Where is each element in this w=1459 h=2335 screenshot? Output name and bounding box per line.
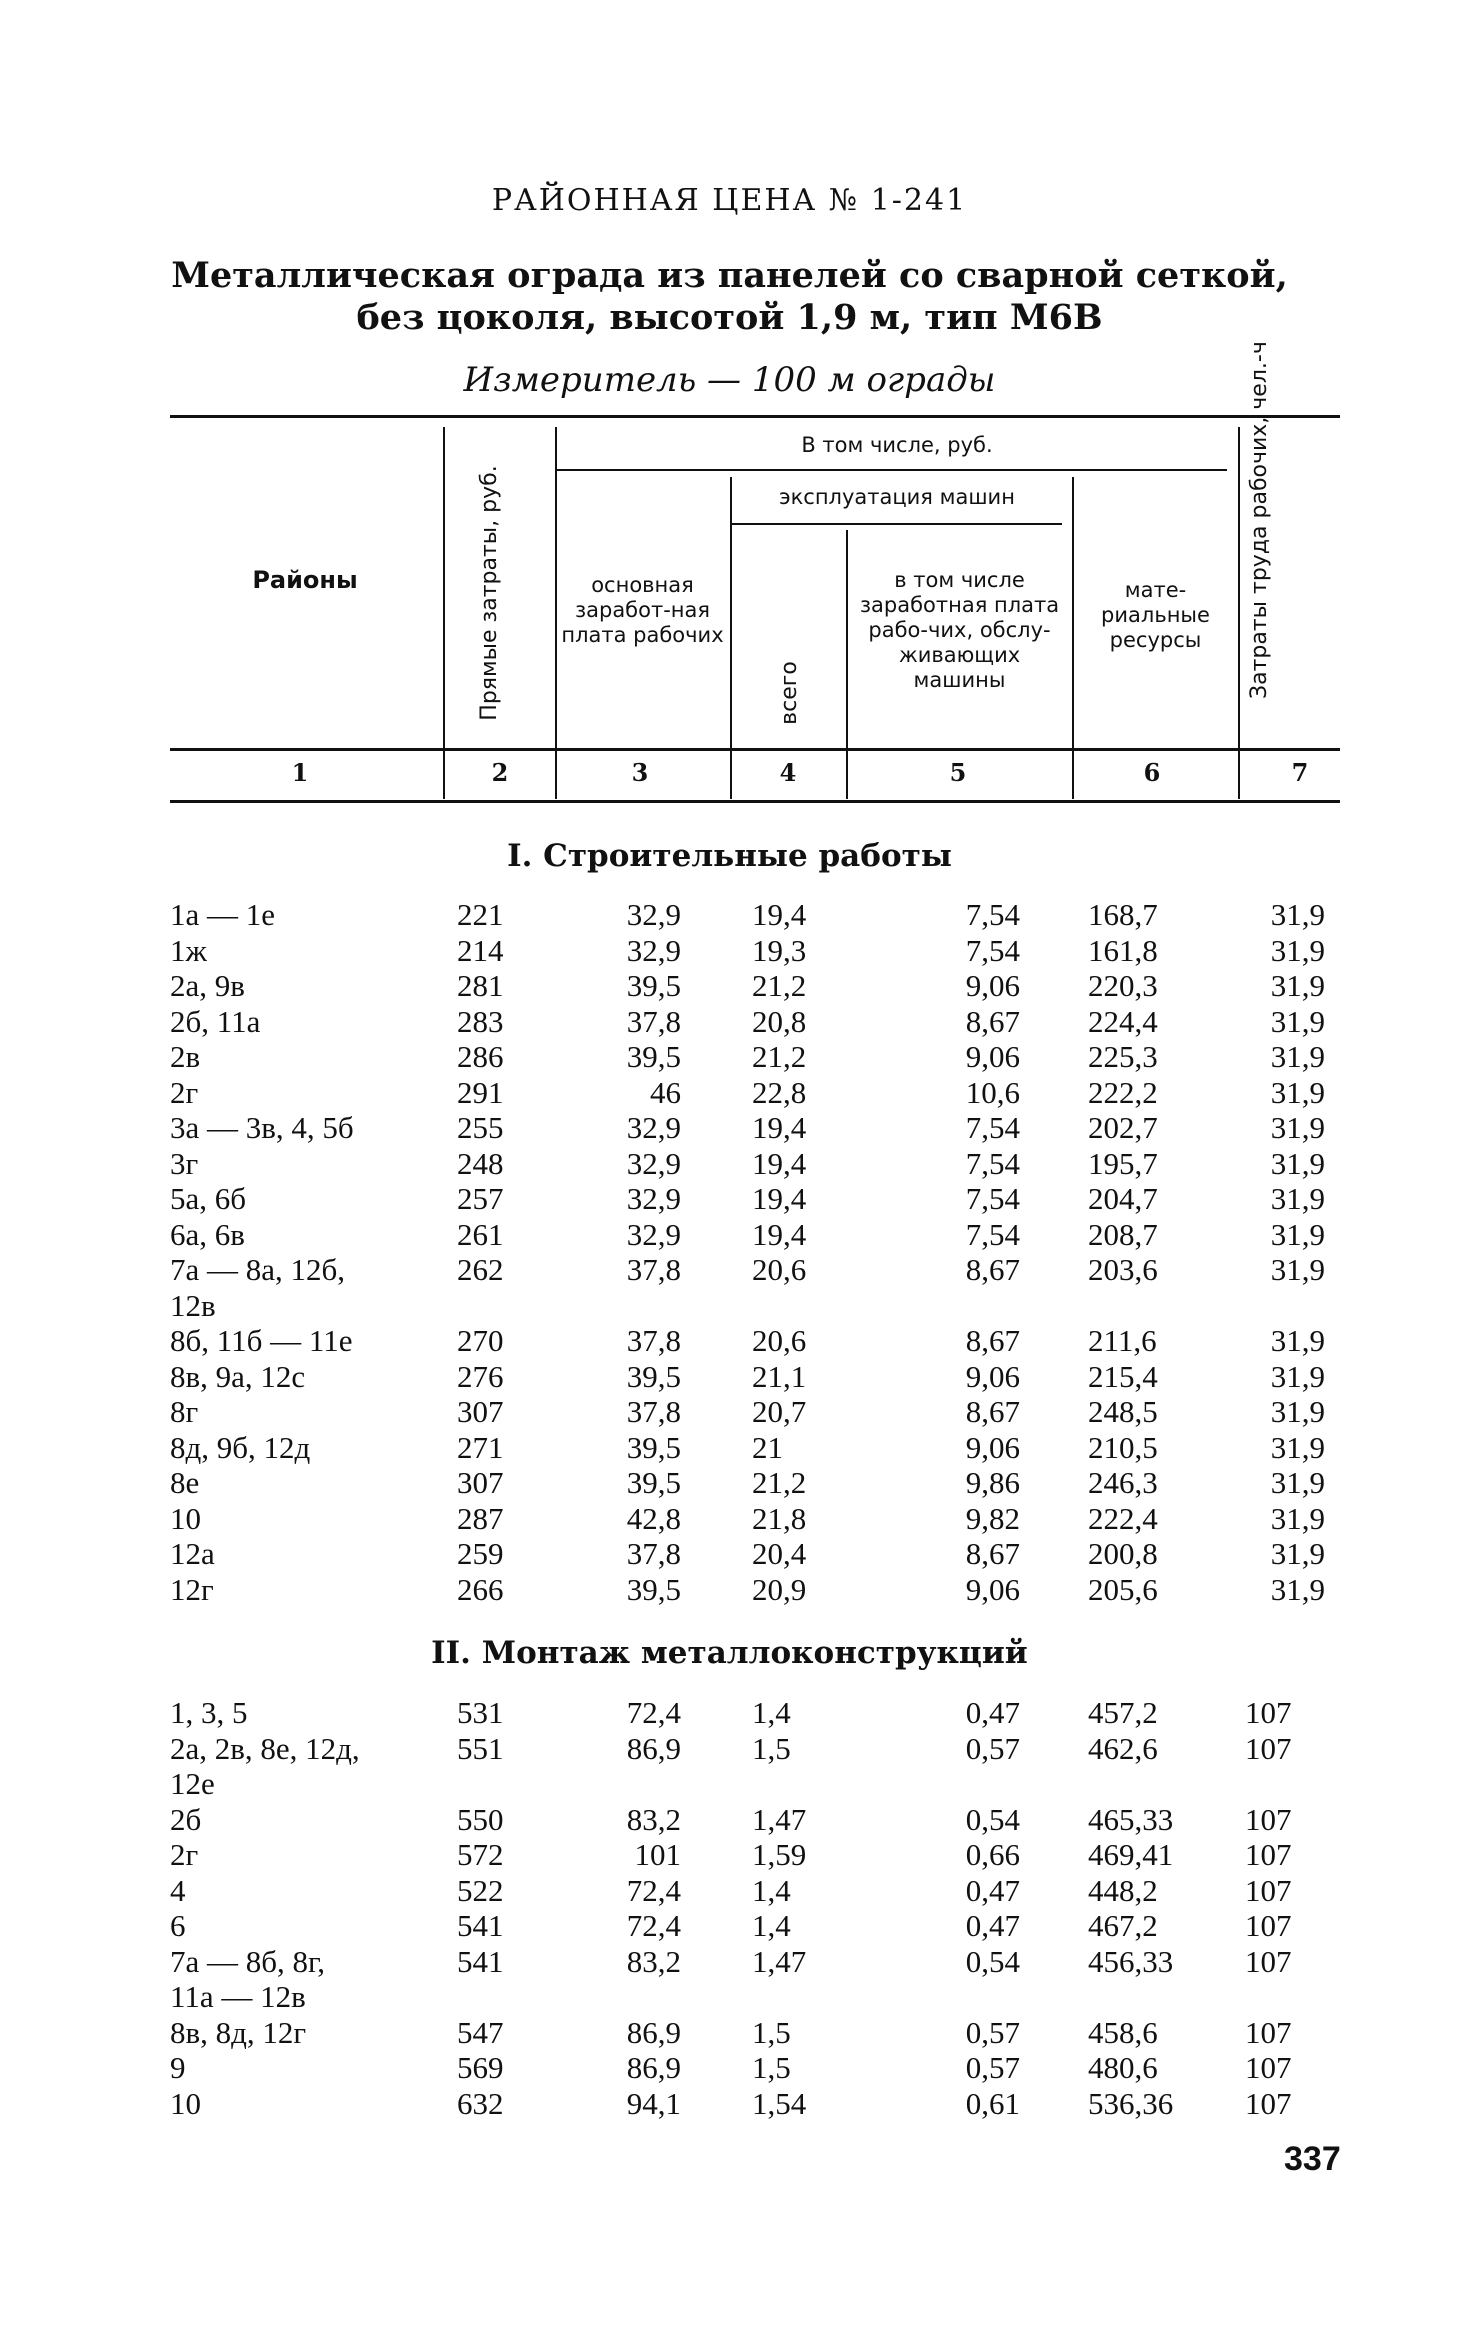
district-cell: 5а, 6б [170, 1181, 247, 1216]
value-cell: 202,7 [1088, 1110, 1158, 1145]
value-cell: 307 [457, 1394, 504, 1429]
district-cell: 12в [170, 1287, 216, 1323]
district-cell: 2в [170, 1039, 201, 1074]
value-cell: 222,4 [1088, 1500, 1158, 1536]
value-cell: 31,9 [1270, 1358, 1325, 1394]
value-cell: 0,57 [965, 2050, 1020, 2085]
value-cell: 107 [1245, 1801, 1292, 1837]
district-cell: 8в, 9а, 12с [170, 1358, 306, 1394]
table-row [0, 1288, 1459, 1324]
value-cell: 86,9 [626, 2014, 681, 2050]
value-cell: 8,67 [965, 1252, 1020, 1287]
value-cell: 20,9 [752, 1571, 807, 1607]
value-cell: 205,6 [1088, 1571, 1158, 1607]
district-cell: 2г [170, 1837, 199, 1872]
value-cell: 0,66 [965, 1837, 1020, 1872]
table-row [0, 1731, 1459, 1767]
value-cell: 0,47 [965, 1872, 1020, 1908]
value-cell: 21,2 [752, 1039, 807, 1074]
value-cell: 1,4 [752, 1872, 791, 1908]
district-cell: 8г [170, 1394, 199, 1429]
district-cell: 8д, 9б, 12д [170, 1429, 311, 1465]
value-cell: 31,9 [1270, 1465, 1325, 1500]
district-cell: 6а, 6в [170, 1216, 245, 1252]
value-cell: 632 [457, 2085, 504, 2121]
value-cell: 21,8 [752, 1500, 807, 1536]
value-cell: 31,9 [1270, 1429, 1325, 1465]
table-row [0, 1394, 1459, 1430]
col-divider-4 [846, 530, 848, 799]
value-cell: 221 [457, 897, 504, 932]
value-cell: 107 [1245, 1943, 1292, 1979]
value-cell: 458,6 [1088, 2014, 1158, 2050]
value-cell: 20,6 [752, 1252, 807, 1287]
table-row [0, 2050, 1459, 2086]
value-cell: 208,7 [1088, 1216, 1158, 1252]
value-cell: 19,4 [752, 1110, 807, 1145]
value-cell: 551 [457, 1730, 504, 1766]
header-labor: Затраты труда рабочих, чел.-ч [1247, 341, 1272, 699]
value-cell: 480,6 [1088, 2050, 1158, 2085]
value-cell: 107 [1245, 1695, 1292, 1730]
table-row [0, 1430, 1459, 1466]
value-cell: 22,8 [752, 1074, 807, 1110]
district-cell: 2а, 2в, 8е, 12д, [170, 1730, 360, 1766]
table-row [0, 1802, 1459, 1838]
value-cell: 168,7 [1088, 897, 1158, 932]
column-number: 1 [291, 758, 309, 787]
value-cell: 286 [457, 1039, 504, 1074]
value-cell: 467,2 [1088, 1908, 1158, 1943]
value-cell: 7,54 [965, 1216, 1020, 1252]
value-cell: 19,4 [752, 897, 807, 932]
district-cell: 11а — 12в [170, 1979, 306, 2014]
table-row [0, 1110, 1459, 1146]
header-total: всего [777, 661, 802, 725]
value-cell: 72,4 [626, 1908, 681, 1943]
value-cell: 20,7 [752, 1394, 807, 1429]
table-row [0, 1837, 1459, 1873]
value-cell: 465,33 [1088, 1801, 1174, 1837]
value-cell: 0,47 [965, 1908, 1020, 1943]
table-row [0, 1039, 1459, 1075]
value-cell: 31,9 [1270, 1145, 1325, 1181]
value-cell: 261 [457, 1216, 504, 1252]
value-cell: 21,2 [752, 1465, 807, 1500]
value-cell: 248 [457, 1145, 504, 1181]
value-cell: 270 [457, 1323, 504, 1358]
value-cell: 39,5 [626, 968, 681, 1003]
value-cell: 161,8 [1088, 932, 1158, 968]
col-divider-1 [443, 427, 445, 799]
value-cell: 9,06 [965, 1358, 1020, 1394]
value-cell: 457,2 [1088, 1695, 1158, 1730]
value-cell: 8,67 [965, 1394, 1020, 1429]
value-cell: 31,9 [1270, 1536, 1325, 1571]
column-number: 7 [1291, 758, 1309, 787]
value-cell: 39,5 [626, 1039, 681, 1074]
value-cell: 46 [650, 1074, 681, 1110]
value-cell: 21,2 [752, 968, 807, 1003]
value-cell: 281 [457, 968, 504, 1003]
value-cell: 72,4 [626, 1872, 681, 1908]
value-cell: 19,4 [752, 1181, 807, 1216]
value-cell: 31,9 [1270, 968, 1325, 1003]
measure-unit: Измеритель — 100 м ограды [463, 360, 996, 400]
value-cell: 1,47 [752, 1943, 807, 1979]
value-cell: 21 [752, 1429, 783, 1465]
table-row [0, 1465, 1459, 1501]
table-row [0, 1501, 1459, 1537]
value-cell: 31,9 [1270, 1039, 1325, 1074]
column-number: 5 [949, 758, 967, 787]
table-row [0, 1766, 1459, 1802]
table-row [0, 1146, 1459, 1182]
value-cell: 222,2 [1088, 1074, 1158, 1110]
table-row [0, 1359, 1459, 1395]
value-cell: 8,67 [965, 1003, 1020, 1039]
value-cell: 39,5 [626, 1571, 681, 1607]
district-cell: 10 [170, 1500, 201, 1536]
value-cell: 8,67 [965, 1323, 1020, 1358]
value-cell: 19,4 [752, 1216, 807, 1252]
value-cell: 20,6 [752, 1323, 807, 1358]
value-cell: 7,54 [965, 897, 1020, 932]
value-cell: 107 [1245, 2050, 1292, 2085]
value-cell: 31,9 [1270, 1323, 1325, 1358]
col-divider-3 [730, 477, 732, 799]
table-row [0, 2086, 1459, 2122]
value-cell: 20,4 [752, 1536, 807, 1571]
value-cell: 37,8 [626, 1536, 681, 1571]
district-cell: 7а — 8а, 12б, [170, 1252, 346, 1287]
value-cell: 31,9 [1270, 1500, 1325, 1536]
value-cell: 0,54 [965, 1943, 1020, 1979]
district-cell: 9 [170, 2050, 186, 2085]
value-cell: 32,9 [626, 897, 681, 932]
value-cell: 37,8 [626, 1323, 681, 1358]
header-machine-operation: эксплуатация машин [779, 484, 1015, 509]
value-cell: 37,8 [626, 1003, 681, 1039]
district-cell: 12а [170, 1536, 215, 1571]
column-number: 2 [491, 758, 509, 787]
district-cell: 4 [170, 1872, 186, 1908]
value-cell: 248,5 [1088, 1394, 1158, 1429]
district-cell: 12г [170, 1571, 214, 1607]
column-number: 6 [1143, 758, 1161, 787]
value-cell: 1,47 [752, 1801, 807, 1837]
table-row [0, 2015, 1459, 2051]
value-cell: 32,9 [626, 1216, 681, 1252]
value-cell: 246,3 [1088, 1465, 1158, 1500]
district-cell: 2г [170, 1074, 199, 1110]
table-row [0, 1536, 1459, 1572]
title-line-1: Металлическая ограда из панелей со сварной сеткой, [171, 255, 1288, 296]
value-cell: 225,3 [1088, 1039, 1158, 1074]
district-cell: 8б, 11б — 11е [170, 1323, 353, 1358]
value-cell: 569 [457, 2050, 504, 2085]
value-cell: 31,9 [1270, 1110, 1325, 1145]
value-cell: 19,4 [752, 1145, 807, 1181]
value-cell: 307 [457, 1465, 504, 1500]
district-cell: 12е [170, 1766, 215, 1801]
value-cell: 31,9 [1270, 1181, 1325, 1216]
value-cell: 1,5 [752, 1730, 791, 1766]
value-cell: 200,8 [1088, 1536, 1158, 1571]
district-cell: 7а — 8б, 8г, [170, 1943, 325, 1979]
value-cell: 266 [457, 1571, 504, 1607]
price-code-heading: РАЙОННАЯ ЦЕНА № 1-241 [491, 183, 968, 218]
value-cell: 550 [457, 1801, 504, 1837]
value-cell: 572 [457, 1837, 504, 1872]
value-cell: 31,9 [1270, 1003, 1325, 1039]
district-cell: 8в, 8д, 12г [170, 2014, 307, 2050]
value-cell: 287 [457, 1500, 504, 1536]
table-row [0, 933, 1459, 969]
value-cell: 107 [1245, 1872, 1292, 1908]
value-cell: 9,06 [965, 968, 1020, 1003]
district-cell: 8е [170, 1465, 200, 1500]
value-cell: 94,1 [626, 2085, 681, 2121]
header-including: В том числе, руб. [801, 432, 993, 457]
value-cell: 39,5 [626, 1429, 681, 1465]
district-cell: 6 [170, 1908, 186, 1943]
table-row [0, 1004, 1459, 1040]
group-rule [555, 469, 1227, 471]
header-bottom-rule [170, 748, 1340, 751]
title-line-2: без цоколя, высотой 1,9 м, тип М6В [356, 297, 1103, 338]
value-cell: 0,57 [965, 1730, 1020, 1766]
value-cell: 291 [457, 1074, 504, 1110]
district-cell: 1, 3, 5 [170, 1695, 248, 1730]
district-cell: 2б [170, 1801, 202, 1837]
value-cell: 31,9 [1270, 1571, 1325, 1607]
value-cell: 224,4 [1088, 1003, 1158, 1039]
value-cell: 107 [1245, 1730, 1292, 1766]
page-number: 337 [1284, 2140, 1341, 2178]
value-cell: 31,9 [1270, 1252, 1325, 1287]
value-cell: 39,5 [626, 1465, 681, 1500]
value-cell: 531 [457, 1695, 504, 1730]
header-districts: Районы [252, 565, 358, 594]
value-cell: 203,6 [1088, 1252, 1158, 1287]
value-cell: 20,8 [752, 1003, 807, 1039]
value-cell: 37,8 [626, 1252, 681, 1287]
value-cell: 9,86 [965, 1465, 1020, 1500]
table-row [0, 1695, 1459, 1731]
value-cell: 262 [457, 1252, 504, 1287]
value-cell: 1,4 [752, 1908, 791, 1943]
table-row [0, 1944, 1459, 1980]
table-row [0, 897, 1459, 933]
table-row [0, 1217, 1459, 1253]
value-cell: 37,8 [626, 1394, 681, 1429]
header-materials: мате-риальные ресурсы [1101, 577, 1210, 652]
table-row [0, 968, 1459, 1004]
value-cell: 522 [457, 1872, 504, 1908]
value-cell: 448,2 [1088, 1872, 1158, 1908]
value-cell: 9,82 [965, 1500, 1020, 1536]
section-title-construction: I. Строительные работы [507, 838, 952, 874]
value-cell: 462,6 [1088, 1730, 1158, 1766]
value-cell: 83,2 [626, 1943, 681, 1979]
value-cell: 9,06 [965, 1571, 1020, 1607]
district-cell: 1ж [170, 932, 207, 968]
table-row [0, 1873, 1459, 1909]
section-title-installation: II. Монтаж металлоконструкций [431, 1635, 1028, 1671]
table-row [0, 1323, 1459, 1359]
value-cell: 456,33 [1088, 1943, 1174, 1979]
value-cell: 259 [457, 1536, 504, 1571]
table-row [0, 1252, 1459, 1288]
value-cell: 107 [1245, 1837, 1292, 1872]
value-cell: 220,3 [1088, 968, 1158, 1003]
value-cell: 1,5 [752, 2050, 791, 2085]
header-base-wage: основная заработ-ная плата рабочих [561, 572, 724, 647]
col-divider-6 [1238, 427, 1240, 799]
machines-rule [730, 523, 1062, 525]
table-row [0, 1075, 1459, 1111]
district-cell: 2а, 9в [170, 968, 245, 1003]
value-cell: 541 [457, 1943, 504, 1979]
value-cell: 0,47 [965, 1695, 1020, 1730]
value-cell: 32,9 [626, 1181, 681, 1216]
value-cell: 1,54 [752, 2085, 807, 2121]
district-cell: 3г [170, 1145, 199, 1181]
value-cell: 283 [457, 1003, 504, 1039]
value-cell: 7,54 [965, 1110, 1020, 1145]
value-cell: 31,9 [1270, 1216, 1325, 1252]
value-cell: 211,6 [1088, 1323, 1157, 1358]
header-top-rule [170, 415, 1340, 418]
value-cell: 31,9 [1270, 1394, 1325, 1429]
value-cell: 42,8 [626, 1500, 681, 1536]
value-cell: 0,54 [965, 1801, 1020, 1837]
value-cell: 469,41 [1088, 1837, 1174, 1872]
value-cell: 31,9 [1270, 897, 1325, 932]
value-cell: 39,5 [626, 1358, 681, 1394]
table-row [0, 1979, 1459, 2015]
numbers-bottom-rule [170, 800, 1340, 803]
value-cell: 536,36 [1088, 2085, 1174, 2121]
value-cell: 32,9 [626, 1110, 681, 1145]
value-cell: 215,4 [1088, 1358, 1158, 1394]
value-cell: 195,7 [1088, 1145, 1158, 1181]
value-cell: 86,9 [626, 1730, 681, 1766]
value-cell: 107 [1245, 2085, 1292, 2121]
value-cell: 204,7 [1088, 1181, 1158, 1216]
column-number: 3 [631, 758, 649, 787]
value-cell: 83,2 [626, 1801, 681, 1837]
district-cell: 2б, 11а [170, 1003, 261, 1039]
value-cell: 541 [457, 1908, 504, 1943]
district-cell: 10 [170, 2085, 201, 2121]
col-divider-5 [1072, 477, 1074, 799]
value-cell: 1,5 [752, 2014, 791, 2050]
value-cell: 0,61 [965, 2085, 1020, 2121]
value-cell: 255 [457, 1110, 504, 1145]
district-cell: 3а — 3в, 4, 5б [170, 1110, 354, 1145]
col-divider-2 [555, 427, 557, 799]
value-cell: 32,9 [626, 932, 681, 968]
table-row [0, 1572, 1459, 1608]
value-cell: 31,9 [1270, 1074, 1325, 1110]
value-cell: 32,9 [626, 1145, 681, 1181]
table-row [0, 1908, 1459, 1944]
value-cell: 9,06 [965, 1429, 1020, 1465]
value-cell: 1,59 [752, 1837, 807, 1872]
value-cell: 210,5 [1088, 1429, 1158, 1465]
column-number: 4 [779, 758, 797, 787]
value-cell: 7,54 [965, 1181, 1020, 1216]
value-cell: 21,1 [752, 1358, 807, 1394]
value-cell: 1,4 [752, 1695, 791, 1730]
value-cell: 10,6 [965, 1074, 1020, 1110]
value-cell: 107 [1245, 1908, 1292, 1943]
table-row [0, 1181, 1459, 1217]
value-cell: 86,9 [626, 2050, 681, 2085]
value-cell: 7,54 [965, 1145, 1020, 1181]
value-cell: 72,4 [626, 1695, 681, 1730]
value-cell: 0,57 [965, 2014, 1020, 2050]
value-cell: 271 [457, 1429, 504, 1465]
value-cell: 19,3 [752, 932, 807, 968]
value-cell: 101 [634, 1837, 681, 1872]
value-cell: 7,54 [965, 932, 1020, 968]
value-cell: 9,06 [965, 1039, 1020, 1074]
value-cell: 257 [457, 1181, 504, 1216]
value-cell: 547 [457, 2014, 504, 2050]
header-machine-wage: в том числе заработная плата рабо-чих, обслу-живающих машины [859, 567, 1060, 692]
district-cell: 1а — 1е [170, 897, 276, 932]
header-direct-costs: Прямые затраты, руб. [477, 465, 502, 721]
value-cell: 31,9 [1270, 932, 1325, 968]
value-cell: 8,67 [965, 1536, 1020, 1571]
value-cell: 107 [1245, 2014, 1292, 2050]
value-cell: 214 [457, 932, 504, 968]
value-cell: 276 [457, 1358, 504, 1394]
